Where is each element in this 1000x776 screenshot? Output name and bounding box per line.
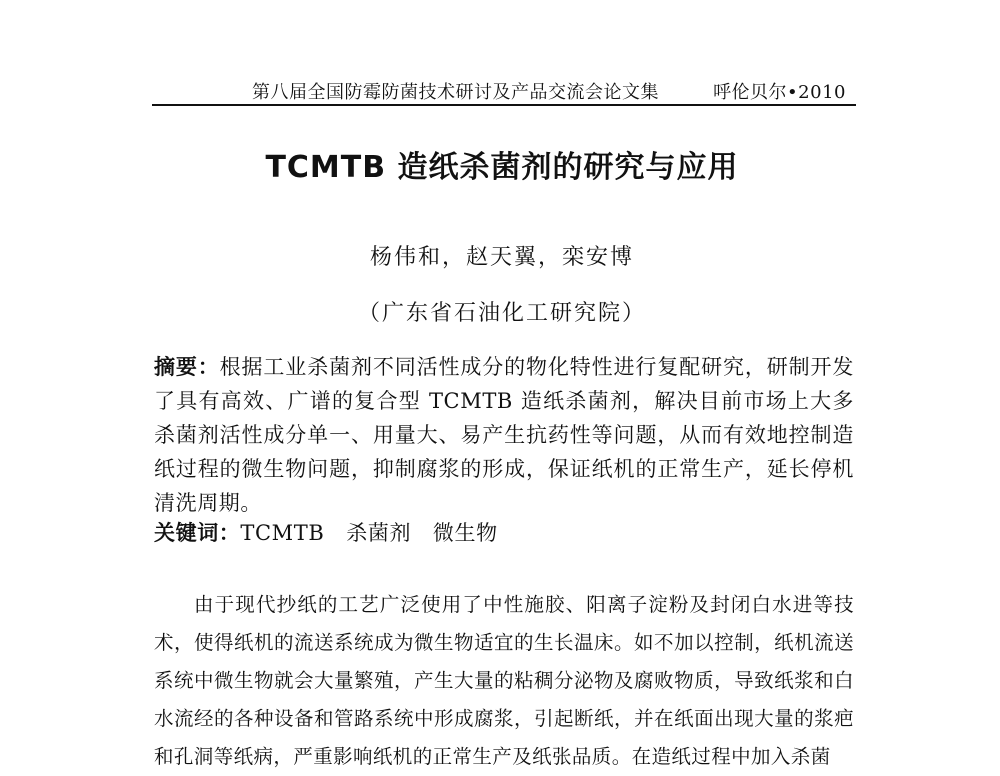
- journal-name: 第八届全国防霉防菌技术研讨及产品交流会论文集: [252, 82, 659, 103]
- body-paragraph: 由于现代抄纸的工艺广泛使用了中性施胶、阳离子淀粉及封闭白水进等技术，使得纸机的流送系统成为微生物适宜的生长温床。如不加以控制，纸机流送系统中微生物就会大量繁殖，产生大量的粘稠分泌物及腐败物质，导致纸浆和白水流经的各种设备和管路系统中形成腐浆，引起断纸，并在纸面出现大量的浆疤和孔洞等纸病，严重影响纸机的正常生产及纸张品质。在造纸过程中加入杀菌: [154, 593, 854, 768]
- abstract-text: 根据工业杀菌剂不同活性成分的物化特性进行复配研究，研制开发了具有高效、广谱的复合型 TCMTB 造纸杀菌剂，解决目前市场上大多杀菌剂活性成分单一、用量大、易产生抗药性等问题，从而有效地控制造纸过程的微生物问题，抑制腐浆的形成，保证纸机的正常生产，延长停机清洗周期。: [154, 355, 854, 515]
- keywords-label: 关键词：: [154, 520, 241, 545]
- abstract-label: 摘要：: [154, 354, 220, 379]
- affiliation: （广东省石油化工研究院）: [357, 301, 646, 326]
- paper-title: TCMTB 造纸杀菌剂的研究与应用: [265, 150, 739, 185]
- author-list: 杨伟和，赵天翼，栾安博: [369, 245, 634, 270]
- venue-year: 呼伦贝尔•2010: [713, 82, 846, 103]
- keywords: [154, 516, 854, 550]
- keywords-text: TCMTB 杀菌剂 微生物: [240, 521, 498, 545]
- running-head: [152, 78, 856, 106]
- abstract: [154, 350, 854, 520]
